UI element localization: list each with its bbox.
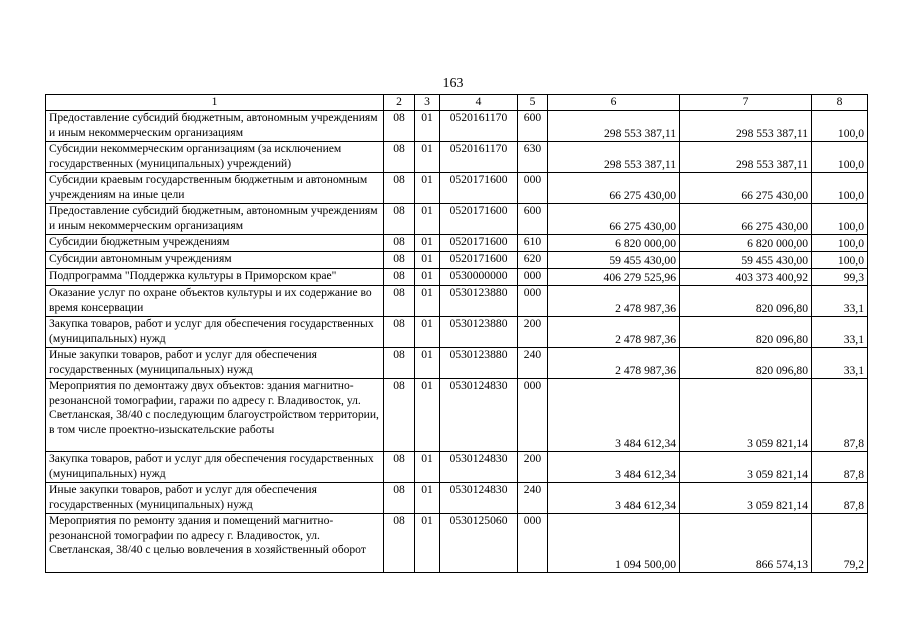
row-col6-amount: 2 478 987,36	[548, 317, 680, 348]
table-row	[46, 348, 868, 379]
row-col2-cell: 08	[384, 317, 415, 348]
row-col7-amount: 298 553 387,11	[680, 111, 812, 142]
row-name-cell: Субсидии бюджетным учреждениям	[46, 235, 384, 252]
row-col7-amount: 298 553 387,11	[680, 142, 812, 173]
row-col2-cell: 08	[384, 379, 415, 452]
header-cell-8: 8	[812, 95, 868, 111]
row-col6-amount: 2 478 987,36	[548, 348, 680, 379]
row-col4-cell: 0530124830	[440, 379, 518, 452]
row-col8-percent: 87,8	[812, 379, 868, 452]
row-name-cell: Мероприятия по ремонту здания и помещений магнитно-резонансной томографии по адресу г. Владивосток, ул. Светланская, 38/40 с целью вовлечения в хозяйственный оборот	[46, 514, 384, 573]
row-col7-amount: 66 275 430,00	[680, 173, 812, 204]
row-col6-amount: 6 820 000,00	[548, 235, 680, 252]
row-col5-cell: 630	[518, 142, 548, 173]
table-row	[46, 252, 868, 269]
row-col5-cell: 000	[518, 173, 548, 204]
row-col8-percent: 87,8	[812, 452, 868, 483]
table-row	[46, 379, 868, 452]
row-col5-cell: 240	[518, 483, 548, 514]
row-col3-cell: 01	[415, 483, 440, 514]
row-col3-cell: 01	[415, 286, 440, 317]
row-col4-cell: 0520161170	[440, 111, 518, 142]
row-col4-cell: 0520161170	[440, 142, 518, 173]
row-col5-cell: 600	[518, 204, 548, 235]
row-col2-cell: 08	[384, 252, 415, 269]
row-name-cell: Закупка товаров, работ и услуг для обеспечения государственных (муниципальных) нужд	[46, 452, 384, 483]
row-col2-cell: 08	[384, 483, 415, 514]
row-col2-cell: 08	[384, 142, 415, 173]
row-col7-amount: 3 059 821,14	[680, 452, 812, 483]
table-row	[46, 111, 868, 142]
header-cell-4: 4	[440, 95, 518, 111]
row-col3-cell: 01	[415, 204, 440, 235]
row-name-cell: Мероприятия по демонтажу двух объектов: здания магнитно-резонансной томографии, гаражи по адресу г. Владивосток, ул. Светланская, 38/40 с последующим благоустройством территории, в том числе проектно-изыскательские работы	[46, 379, 384, 452]
header-cell-1: 1	[46, 95, 384, 111]
row-col2-cell: 08	[384, 269, 415, 286]
row-col2-cell: 08	[384, 204, 415, 235]
row-name-cell: Иные закупки товаров, работ и услуг для обеспечения государственных (муниципальных) нужд	[46, 483, 384, 514]
row-col7-amount: 66 275 430,00	[680, 204, 812, 235]
row-col2-cell: 08	[384, 514, 415, 573]
row-col6-amount: 298 553 387,11	[548, 142, 680, 173]
row-col3-cell: 01	[415, 111, 440, 142]
row-col4-cell: 0530000000	[440, 269, 518, 286]
row-col5-cell: 000	[518, 514, 548, 573]
row-name-cell: Субсидии автономным учреждениям	[46, 252, 384, 269]
table-row	[46, 269, 868, 286]
table-row	[46, 452, 868, 483]
row-col5-cell: 600	[518, 111, 548, 142]
row-col5-cell: 200	[518, 452, 548, 483]
row-col2-cell: 08	[384, 173, 415, 204]
row-col8-percent: 99,3	[812, 269, 868, 286]
row-col3-cell: 01	[415, 269, 440, 286]
header-cell-5: 5	[518, 95, 548, 111]
row-col5-cell: 620	[518, 252, 548, 269]
row-col4-cell: 0530124830	[440, 483, 518, 514]
row-col4-cell: 0520171600	[440, 235, 518, 252]
row-col7-amount: 866 574,13	[680, 514, 812, 573]
row-col2-cell: 08	[384, 235, 415, 252]
row-col6-amount: 2 478 987,36	[548, 286, 680, 317]
row-col3-cell: 01	[415, 317, 440, 348]
row-col2-cell: 08	[384, 111, 415, 142]
row-col5-cell: 000	[518, 379, 548, 452]
row-col5-cell: 240	[518, 348, 548, 379]
table-row	[46, 483, 868, 514]
row-name-cell: Закупка товаров, работ и услуг для обеспечения государственных (муниципальных) нужд	[46, 317, 384, 348]
row-col6-amount: 406 279 525,96	[548, 269, 680, 286]
row-col3-cell: 01	[415, 235, 440, 252]
row-col8-percent: 100,0	[812, 204, 868, 235]
row-col5-cell: 610	[518, 235, 548, 252]
page-number: 163	[442, 76, 464, 91]
table-row	[46, 286, 868, 317]
row-name-cell: Иные закупки товаров, работ и услуг для обеспечения государственных (муниципальных) нужд	[46, 348, 384, 379]
row-name-cell: Предоставление субсидий бюджетным, автономным учреждениям и иным некоммерческим организациям	[46, 111, 384, 142]
row-col3-cell: 01	[415, 348, 440, 379]
row-col4-cell: 0530124830	[440, 452, 518, 483]
row-col4-cell: 0530123880	[440, 317, 518, 348]
row-col3-cell: 01	[415, 252, 440, 269]
row-name-cell: Субсидии некоммерческим организациям (за исключением государственных (муниципальных) учреждений)	[46, 142, 384, 173]
row-col2-cell: 08	[384, 286, 415, 317]
row-col6-amount: 1 094 500,00	[548, 514, 680, 573]
row-col3-cell: 01	[415, 173, 440, 204]
row-col8-percent: 100,0	[812, 173, 868, 204]
table-row	[46, 173, 868, 204]
row-col8-percent: 33,1	[812, 317, 868, 348]
header-cell-6: 6	[548, 95, 680, 111]
row-col8-percent: 87,8	[812, 483, 868, 514]
header-cell-2: 2	[384, 95, 415, 111]
row-col7-amount: 6 820 000,00	[680, 235, 812, 252]
row-col4-cell: 0530123880	[440, 286, 518, 317]
row-col6-amount: 66 275 430,00	[548, 204, 680, 235]
row-col6-amount: 3 484 612,34	[548, 452, 680, 483]
budget-table	[45, 94, 868, 573]
header-cell-7: 7	[680, 95, 812, 111]
row-name-cell: Субсидии краевым государственным бюджетным и автономным учреждениям на иные цели	[46, 173, 384, 204]
row-col7-amount: 3 059 821,14	[680, 379, 812, 452]
table-row	[46, 514, 868, 573]
table-row	[46, 235, 868, 252]
row-col3-cell: 01	[415, 514, 440, 573]
row-col6-amount: 59 455 430,00	[548, 252, 680, 269]
row-col5-cell: 200	[518, 317, 548, 348]
row-col8-percent: 100,0	[812, 111, 868, 142]
row-col4-cell: 0520171600	[440, 173, 518, 204]
row-col8-percent: 33,1	[812, 286, 868, 317]
row-col4-cell: 0520171600	[440, 204, 518, 235]
row-name-cell: Оказание услуг по охране объектов культуры и их содержание во время консервации	[46, 286, 384, 317]
row-col2-cell: 08	[384, 452, 415, 483]
row-col7-amount: 820 096,80	[680, 317, 812, 348]
table-header-row	[46, 95, 868, 111]
row-col3-cell: 01	[415, 142, 440, 173]
table-row	[46, 142, 868, 173]
row-name-cell: Предоставление субсидий бюджетным, автономным учреждениям и иным некоммерческим организациям	[46, 204, 384, 235]
table-row	[46, 204, 868, 235]
row-col5-cell: 000	[518, 286, 548, 317]
row-col7-amount: 3 059 821,14	[680, 483, 812, 514]
header-cell-3: 3	[415, 95, 440, 111]
row-col8-percent: 79,2	[812, 514, 868, 573]
row-col6-amount: 66 275 430,00	[548, 173, 680, 204]
row-col7-amount: 59 455 430,00	[680, 252, 812, 269]
row-col7-amount: 820 096,80	[680, 348, 812, 379]
row-col7-amount: 403 373 400,92	[680, 269, 812, 286]
table-row	[46, 317, 868, 348]
row-col4-cell: 0530123880	[440, 348, 518, 379]
row-col4-cell: 0520171600	[440, 252, 518, 269]
row-col3-cell: 01	[415, 452, 440, 483]
row-col6-amount: 298 553 387,11	[548, 111, 680, 142]
row-name-cell: Подпрограмма "Поддержка культуры в Приморском крае"	[46, 269, 384, 286]
row-col8-percent: 33,1	[812, 348, 868, 379]
row-col5-cell: 000	[518, 269, 548, 286]
row-col2-cell: 08	[384, 348, 415, 379]
row-col8-percent: 100,0	[812, 252, 868, 269]
row-col4-cell: 0530125060	[440, 514, 518, 573]
row-col7-amount: 820 096,80	[680, 286, 812, 317]
row-col6-amount: 3 484 612,34	[548, 379, 680, 452]
row-col6-amount: 3 484 612,34	[548, 483, 680, 514]
row-col8-percent: 100,0	[812, 235, 868, 252]
row-col8-percent: 100,0	[812, 142, 868, 173]
row-col3-cell: 01	[415, 379, 440, 452]
